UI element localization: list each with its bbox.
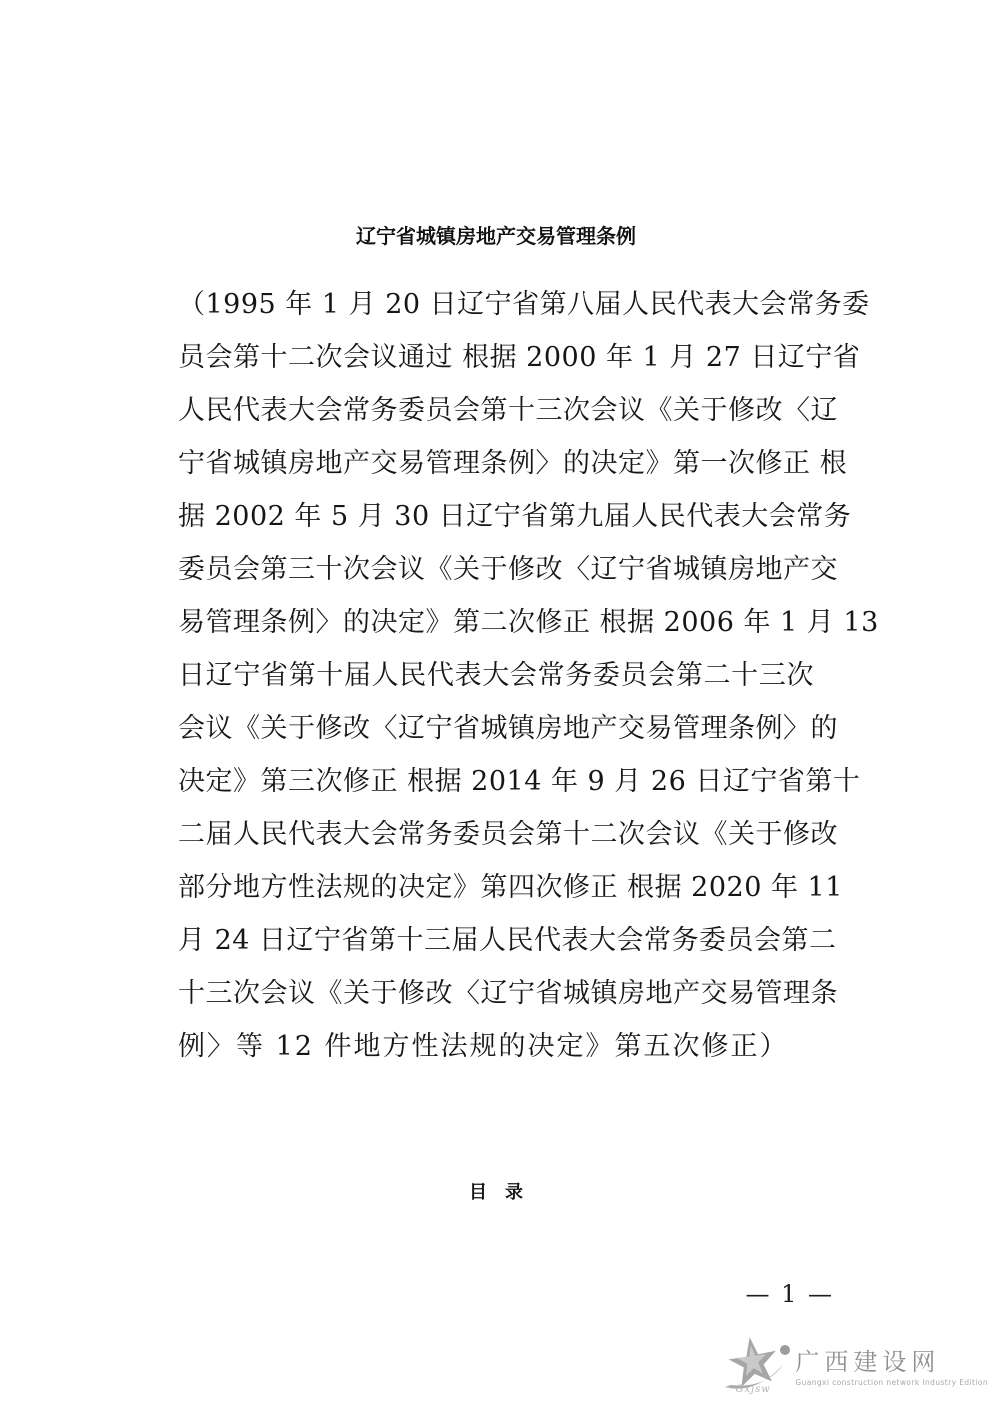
paragraph-line: 月 24 日辽宁省第十三届人民代表大会常务委员会第二 (178, 925, 837, 956)
page-number: — 1 — (745, 1280, 834, 1308)
paragraph-line: 日辽宁省第十届人民代表大会常务委员会第二十三次 (178, 660, 814, 691)
paragraph-line: （1995 年 1 月 20 日辽宁省第八届人民代表大会常务委 (178, 289, 870, 320)
watermark-text (795, 1335, 988, 1387)
paragraph-line: 委员会第三十次会议《关于修改〈辽宁省城镇房地产交 (178, 554, 838, 585)
paragraph-line: 会议《关于修改〈辽宁省城镇房地产交易管理条例〉的 (178, 713, 838, 744)
page-title: 辽宁省城镇房地产交易管理条例 (356, 224, 636, 248)
watermark-subtitle: Guangxi construction network Industry Edition (795, 1378, 988, 1387)
watermark-site-name: 广西建设网 (795, 1348, 941, 1376)
paragraph-line: 易管理条例〉的决定》第二次修正 根据 2006 年 1 月 13 (178, 607, 879, 638)
toc-heading: 目 录 (469, 1182, 523, 1203)
paragraph-line: 决定》第三次修正 根据 2014 年 9 月 26 日辽宁省第十 (178, 766, 861, 797)
watermark-logo (719, 1335, 795, 1397)
paragraph-line: 二届人民代表大会常务委员会第十二次会议《关于修改 (178, 819, 838, 850)
paragraph-line: 部分地方性法规的决定》第四次修正 根据 2020 年 11 (178, 872, 843, 903)
paragraph-line: 据 2002 年 5 月 30 日辽宁省第九届人民代表大会常务 (178, 501, 852, 532)
watermark (719, 1335, 988, 1397)
paragraph-line: 员会第十二次会议通过 根据 2000 年 1 月 27 日辽宁省 (178, 342, 861, 373)
paragraph-line: 人民代表大会常务委员会第十三次会议《关于修改〈辽 (178, 395, 838, 426)
paragraph-line: 例〉等 12 件地方性法规的决定》第五次修正） (178, 1031, 789, 1062)
intro-paragraph (178, 278, 879, 1073)
paragraph-line: 十三次会议《关于修改〈辽宁省城镇房地产交易管理条 (178, 978, 838, 1009)
watermark-script: Gxjsw (735, 1384, 771, 1395)
paragraph-line: 宁省城镇房地产交易管理条例〉的决定》第一次修正 根 (178, 448, 848, 479)
